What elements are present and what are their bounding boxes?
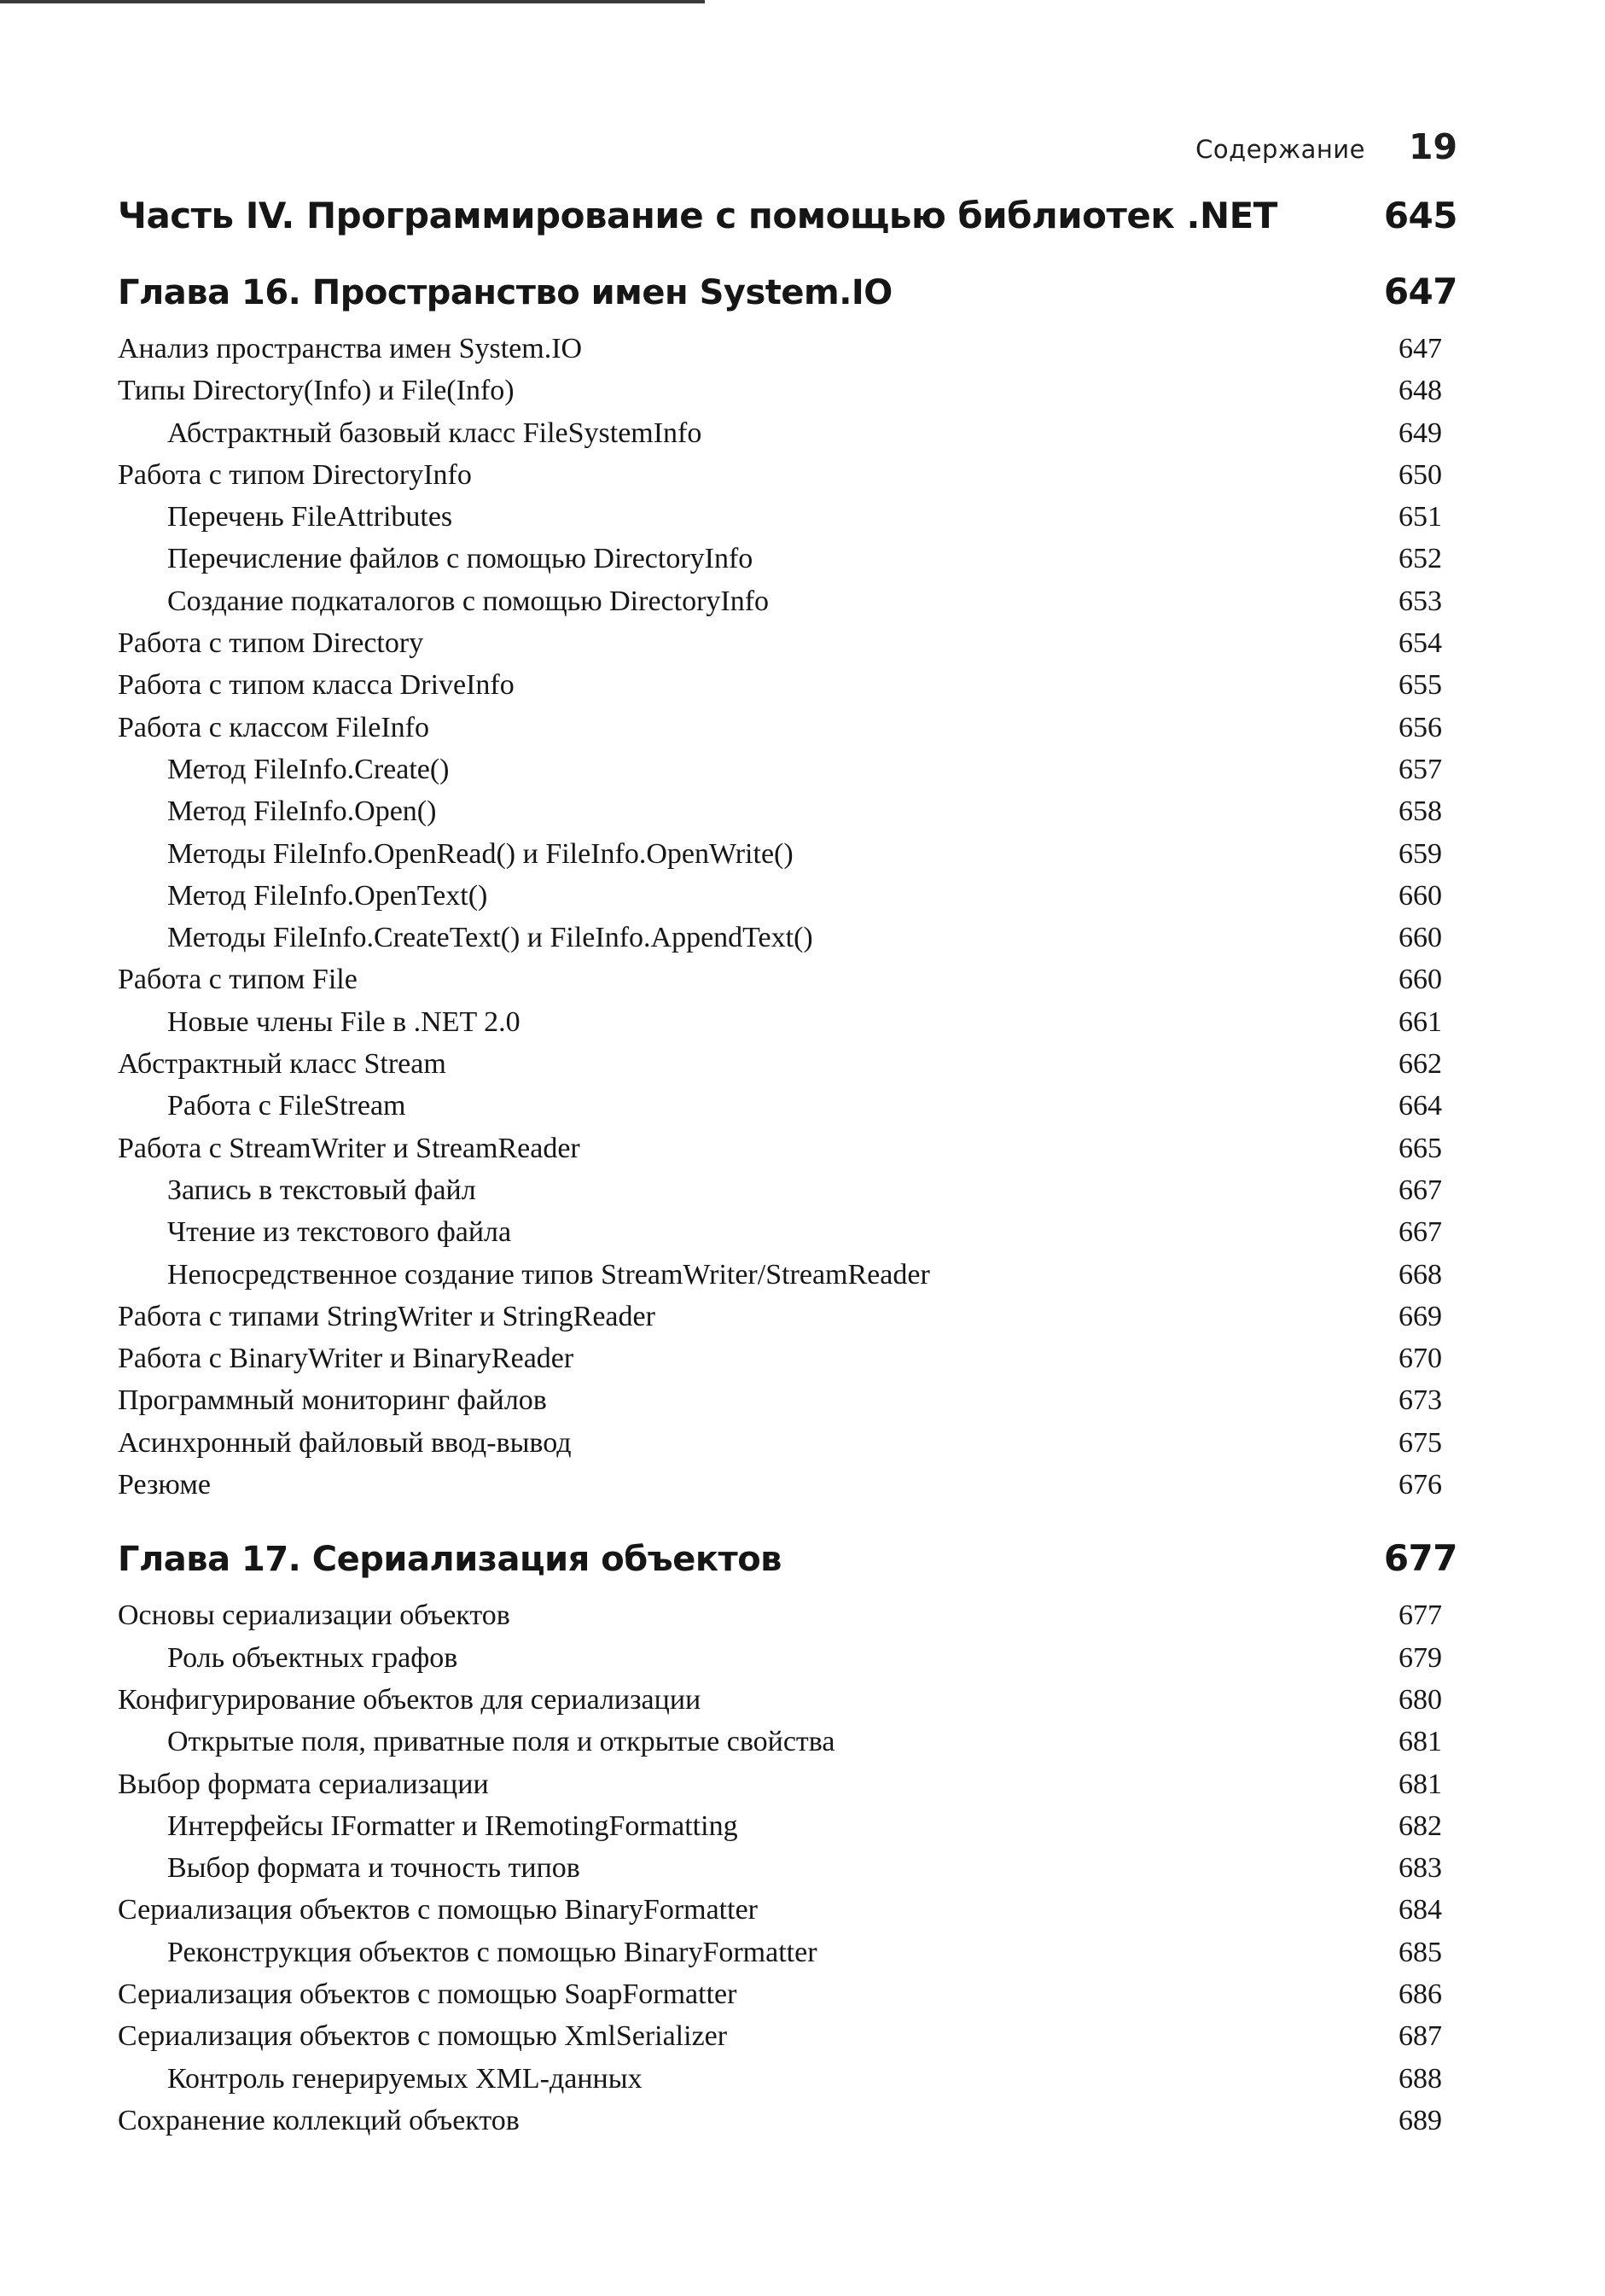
toc-entry-title: Создание подкаталогов с помощью DirectoryInfo <box>167 585 770 617</box>
toc-entry-page: 660 <box>1399 922 1442 954</box>
toc-entry-page: 682 <box>1399 1809 1442 1842</box>
toc-entry-page: 667 <box>1399 1216 1442 1249</box>
toc-entry-page: 664 <box>1399 1090 1442 1122</box>
toc-entry-title: Программный мониторинг файлов <box>118 1384 547 1417</box>
toc-entry[interactable] <box>118 833 1466 875</box>
chapter-heading[interactable] <box>118 1524 1466 1579</box>
toc-entry-page: 660 <box>1399 879 1442 912</box>
toc-entry-title: Абстрактный базовый класс FileSystemInfo <box>167 417 702 449</box>
toc-entry[interactable] <box>118 1932 1466 1973</box>
toc-entry-page: 676 <box>1399 1469 1442 1501</box>
toc-entry-title: Выбор формата сериализации <box>118 1768 489 1800</box>
chapter-entry-list <box>118 328 1466 1506</box>
toc-entry-page: 687 <box>1399 2020 1442 2053</box>
toc-entry-title: Метод FileInfo.Create() <box>167 753 450 785</box>
toc-entry[interactable] <box>118 1254 1466 1296</box>
toc-entry[interactable] <box>118 2058 1466 2100</box>
toc-entry-page: 650 <box>1399 458 1442 491</box>
toc-entry[interactable] <box>118 622 1466 664</box>
toc-entry[interactable] <box>118 538 1466 580</box>
toc-entry[interactable] <box>118 1464 1466 1506</box>
toc-entry[interactable] <box>118 959 1466 1000</box>
toc-entry-page: 675 <box>1399 1426 1442 1459</box>
toc-body <box>118 258 1466 2142</box>
toc-entry-page: 658 <box>1399 795 1442 828</box>
toc-entry-title: Сериализация объектов с помощью XmlSerializer <box>118 2020 728 2053</box>
toc-entry-title: Сериализация объектов с помощью SoapFormatter <box>118 1978 737 2010</box>
toc-entry[interactable] <box>118 1637 1466 1679</box>
toc-entry-page: 657 <box>1399 753 1442 785</box>
toc-entry-title: Методы FileInfo.CreateText() и FileInfo.AppendText() <box>167 922 813 954</box>
toc-entry-page: 677 <box>1399 1600 1442 1632</box>
toc-entry-page: 681 <box>1399 1726 1442 1758</box>
toc-entry[interactable] <box>118 1679 1466 1721</box>
toc-entry[interactable] <box>118 1128 1466 1169</box>
toc-entry-title: Конфигурирование объектов для сериализации <box>118 1683 701 1716</box>
toc-entry[interactable] <box>118 2015 1466 2057</box>
toc-entry-page: 684 <box>1399 1894 1442 1926</box>
toc-entry-title: Метод FileInfo.OpenText() <box>167 879 488 912</box>
toc-entry-page: 647 <box>1399 333 1442 364</box>
part-heading <box>118 172 1466 258</box>
chapter-title: Глава 17. Сериализация объектов <box>118 1540 782 1580</box>
chapter-title: Глава 16. Пространство имен System.IO <box>118 273 893 312</box>
toc-entry-page: 653 <box>1399 585 1442 617</box>
toc-entry-page: 680 <box>1399 1683 1442 1716</box>
toc-entry-page: 668 <box>1399 1258 1442 1291</box>
toc-entry[interactable] <box>118 1085 1466 1127</box>
toc-entry-page: 683 <box>1399 1852 1442 1885</box>
toc-entry-title: Выбор формата и точность типов <box>167 1852 580 1885</box>
toc-entry[interactable] <box>118 917 1466 959</box>
toc-entry-page: 660 <box>1399 964 1442 996</box>
toc-entry-title: Асинхронный файловый ввод-вывод <box>118 1426 572 1459</box>
toc-entry[interactable] <box>118 412 1466 454</box>
toc-entry-page: 652 <box>1399 543 1442 575</box>
toc-entry[interactable] <box>118 328 1466 370</box>
toc-entry[interactable] <box>118 580 1466 622</box>
toc-entry-title: Основы сериализации объектов <box>118 1600 510 1632</box>
toc-entry[interactable] <box>118 1422 1466 1464</box>
toc-entry[interactable] <box>118 664 1466 706</box>
running-head <box>118 126 1466 178</box>
toc-entry-title: Перечень FileAttributes <box>167 501 453 533</box>
toc-entry[interactable] <box>118 1296 1466 1337</box>
toc-entry-title: Анализ пространства имен System.IO <box>118 333 583 364</box>
toc-entry-title: Методы FileInfo.OpenRead() и FileInfo.OpenWrite() <box>167 837 794 870</box>
toc-entry-title: Метод FileInfo.Open() <box>167 795 437 828</box>
toc-entry-page: 661 <box>1399 1005 1442 1038</box>
toc-entry[interactable] <box>118 749 1466 790</box>
toc-entry[interactable] <box>118 1594 1466 1636</box>
toc-entry[interactable] <box>118 370 1466 411</box>
toc-entry-page: 681 <box>1399 1768 1442 1800</box>
toc-entry-page: 654 <box>1399 627 1442 660</box>
toc-entry-page: 655 <box>1399 669 1442 702</box>
toc-entry-page: 679 <box>1399 1641 1442 1674</box>
part-page: 645 <box>1383 194 1457 236</box>
toc-entry-title: Роль объектных графов <box>167 1641 458 1674</box>
toc-entry-page: 665 <box>1399 1132 1442 1164</box>
toc-entry-page: 686 <box>1399 1978 1442 2010</box>
toc-entry-page: 656 <box>1399 711 1442 743</box>
toc-entry[interactable] <box>118 707 1466 749</box>
toc-entry[interactable] <box>118 790 1466 832</box>
toc-entry[interactable] <box>118 1889 1466 1931</box>
toc-entry-title: Чтение из текстового файла <box>167 1216 512 1249</box>
toc-entry-title: Работа с типом класса DriveInfo <box>118 669 515 702</box>
running-head-section: Содержание <box>1195 135 1365 164</box>
toc-entry[interactable] <box>118 875 1466 917</box>
toc-entry-page: 689 <box>1399 2104 1442 2136</box>
toc-entry-title: Работа с BinaryWriter и BinaryReader <box>118 1343 574 1375</box>
toc-entry-title: Резюме <box>118 1469 211 1501</box>
top-rule <box>0 0 705 3</box>
toc-entry-title: Открытые поля, приватные поля и открытые свойства <box>167 1726 835 1758</box>
toc-entry-page: 648 <box>1399 375 1442 407</box>
toc-entry-title: Сохранение коллекций объектов <box>118 2104 520 2136</box>
toc-entry[interactable] <box>118 496 1466 538</box>
toc-entry-page: 673 <box>1399 1384 1442 1417</box>
toc-entry-page: 669 <box>1399 1300 1442 1332</box>
running-head-page-number: 19 <box>1408 126 1457 167</box>
toc-entry-title: Запись в текстовый файл <box>167 1174 476 1206</box>
toc-entry[interactable] <box>118 1169 1466 1211</box>
chapter-entry-list <box>118 1594 1466 2142</box>
toc-entry-title: Новые члены File в .NET 2.0 <box>167 1005 520 1038</box>
chapter-heading[interactable] <box>118 258 1466 312</box>
toc-entry-page: 685 <box>1399 1936 1442 1968</box>
toc-entry-page: 688 <box>1399 2062 1442 2095</box>
toc-entry-title: Работа с FileStream <box>167 1090 406 1122</box>
toc-entry-title: Работа с StreamWriter и StreamReader <box>118 1132 580 1164</box>
toc-entry-page: 649 <box>1399 417 1442 449</box>
toc-entry[interactable] <box>118 1211 1466 1253</box>
toc-entry-title: Перечисление файлов с помощью DirectoryInfo <box>167 543 753 575</box>
toc-entry[interactable] <box>118 1973 1466 2015</box>
toc-entry[interactable] <box>118 1337 1466 1379</box>
corner-mark <box>1547 0 1598 9</box>
toc-entry-title: Абстрактный класс Stream <box>118 1048 446 1081</box>
toc-entry[interactable] <box>118 1721 1466 1763</box>
toc-entry[interactable] <box>118 1379 1466 1421</box>
toc-entry-title: Работа с типом File <box>118 964 358 996</box>
toc-entry[interactable] <box>118 1001 1466 1043</box>
toc-entry[interactable] <box>118 454 1466 496</box>
toc-entry-title: Реконструкция объектов с помощью BinaryFormatter <box>167 1936 817 1968</box>
toc-entry[interactable] <box>118 1763 1466 1805</box>
chapter-page: 647 <box>1383 271 1457 312</box>
toc-entry[interactable] <box>118 1847 1466 1889</box>
toc-page <box>118 126 1466 2142</box>
toc-entry-title: Работа с классом FileInfo <box>118 711 429 743</box>
toc-entry-title: Работа с типами StringWriter и StringReader <box>118 1300 655 1332</box>
toc-entry-page: 662 <box>1399 1048 1442 1081</box>
toc-entry-title: Интерфейсы IFormatter и IRemotingFormatting <box>167 1809 738 1842</box>
toc-entry-page: 659 <box>1399 837 1442 870</box>
toc-entry-title: Типы Directory(Info) и File(Info) <box>118 375 515 407</box>
toc-entry-title: Сериализация объектов с помощью BinaryFormatter <box>118 1894 758 1926</box>
toc-entry[interactable] <box>118 2100 1466 2142</box>
toc-entry-title: Непосредственное создание типов StreamWriter/StreamReader <box>167 1258 930 1291</box>
toc-entry-title: Работа с типом Directory <box>118 627 424 660</box>
toc-entry[interactable] <box>118 1043 1466 1085</box>
chapter-page: 677 <box>1383 1537 1457 1580</box>
toc-entry-title: Контроль генерируемых XML-данных <box>167 2062 643 2095</box>
part-title: Часть IV. Программирование с помощью библиотек .NET <box>118 194 1277 236</box>
toc-entry-page: 667 <box>1399 1174 1442 1206</box>
toc-entry-page: 651 <box>1399 501 1442 533</box>
toc-entry-title: Работа с типом DirectoryInfo <box>118 458 472 491</box>
toc-entry[interactable] <box>118 1805 1466 1847</box>
toc-entry-page: 670 <box>1399 1343 1442 1375</box>
